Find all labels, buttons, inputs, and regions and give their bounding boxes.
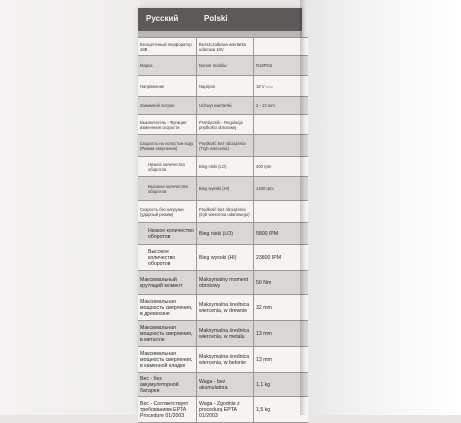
cell-value: 1,5 kg	[254, 397, 309, 423]
cell-value: R18PDS	[254, 56, 309, 76]
cell-value: 50 Nm	[254, 271, 309, 295]
cell-value: 32 mm	[254, 295, 309, 321]
table-row	[138, 157, 308, 177]
cell-ru: Бесщеточный перфоратор 18В	[138, 38, 197, 56]
header-russian: Русский	[146, 14, 179, 23]
cell-value: 5800 IPM	[254, 223, 309, 245]
cell-ru: Низкое количество оборотов	[138, 223, 197, 245]
cell-pl: Maksymalny moment obrotowy	[197, 271, 254, 295]
cell-value: 400 rpm	[254, 157, 309, 177]
table-row	[138, 347, 308, 373]
cell-ru: Скорость без нагрузки (ударный режим)	[138, 201, 197, 223]
cell-pl: Maksymalna średnica wiercenia, w metalu	[197, 321, 254, 347]
cell-ru: Выключатель - Функция изменения скорости	[138, 115, 197, 135]
table-row	[138, 373, 308, 397]
table-row	[138, 223, 308, 245]
cell-ru: Максимальный крутящий момент	[138, 271, 197, 295]
cell-value: 1,1 kg	[254, 373, 309, 397]
specifications-table	[138, 37, 308, 423]
cell-value: 23800 IPM	[254, 245, 309, 271]
cell-value: 2 - 13 mm	[254, 97, 309, 115]
cell-pl: Bieg niski (LO)	[197, 223, 254, 245]
cell-ru: Марка	[138, 56, 197, 76]
table-header	[138, 8, 302, 31]
cell-pl: Bieg niski (LO)	[197, 157, 254, 177]
cell-value: 18 V ===	[254, 76, 309, 97]
spec-sheet	[138, 8, 302, 419]
cell-ru: Низкое количество оборотов	[138, 157, 197, 177]
table-row	[138, 115, 308, 135]
cell-ru: Вес - без аккумуляторной батареи	[138, 373, 197, 397]
cell-pl: Maksymalna średnica wiercenia, w drewnie	[197, 295, 254, 321]
header-polish: Polski	[204, 14, 228, 23]
table-row	[138, 245, 308, 271]
table-row	[138, 201, 308, 223]
cell-ru: Вес - Соответствует требованиям EPTA Procedure 01/2003	[138, 397, 197, 423]
table-row	[138, 97, 308, 115]
cell-pl: Bezszczotkowa wiertarka udarowa 18V	[197, 38, 254, 56]
cell-ru: Зажимной патрон	[138, 97, 197, 115]
table-row	[138, 56, 308, 76]
cell-ru: Напряжение	[138, 76, 197, 97]
cell-ru: Высокое количество оборотов	[138, 177, 197, 201]
background-right	[300, 0, 461, 415]
table-row	[138, 295, 308, 321]
cell-value: 13 mm	[254, 347, 309, 373]
cell-pl: Waga - Zgodnie z procedurą EPTA 01/2003	[197, 397, 254, 423]
cell-pl: Napięcie	[197, 76, 254, 97]
table-row	[138, 135, 308, 157]
cell-pl: Przełącznik - Regulacja prędkości obrotowej	[197, 115, 254, 135]
page-edge-shadow	[300, 0, 306, 415]
table-row	[138, 76, 308, 97]
cell-ru: Скорость на холостом ходу (Режим сверления)	[138, 135, 197, 157]
table-row	[138, 177, 308, 201]
cell-ru: Максимальная мощность сверления, в металле	[138, 321, 197, 347]
cell-pl: Numer modelu	[197, 56, 254, 76]
cell-value: 13 mm	[254, 321, 309, 347]
cell-pl: Bieg wysoki (HI)	[197, 177, 254, 201]
table-row	[138, 38, 308, 56]
cell-pl: Bieg wysoki (HI)	[197, 245, 254, 271]
cell-pl: Prędkość bez obciążenia (Tryb wiercenia)	[197, 135, 254, 157]
cell-ru: Высокое количество оборотов	[138, 245, 197, 271]
cell-value: 1400 rpm	[254, 177, 309, 201]
cell-ru: Максимальная мощность сверления, в древесине	[138, 295, 197, 321]
cell-pl: Uchwyt wiertarski	[197, 97, 254, 115]
cell-pl: Maksymalna średnica wiercenia, w betonie	[197, 347, 254, 373]
table-row	[138, 321, 308, 347]
table-row	[138, 397, 308, 423]
cell-ru: Максимальная мощность сверления, в каменной кладке	[138, 347, 197, 373]
table-row	[138, 271, 308, 295]
cell-pl: Waga - bez akumulatora	[197, 373, 254, 397]
cell-pl: Prędkość bez obciążenia (tryb wiercenia udarowego)	[197, 201, 254, 223]
background-left	[0, 0, 140, 415]
